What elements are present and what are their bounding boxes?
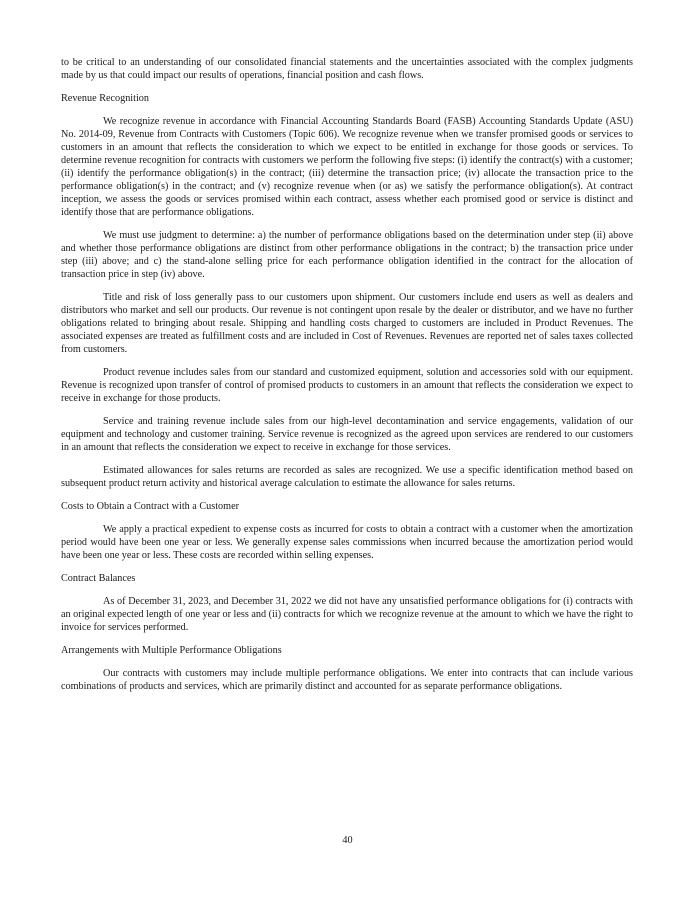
paragraph-practical-expedient: We apply a practical expedient to expense costs as incurred for costs to obtain a contract with a customer when the amortization period would have been one year or less. We generally expense sales commissions when incurred because the amortization period would have been one year or less. These costs are recorded within selling expenses. (61, 524, 633, 561)
section-heading-contract-balances: Contract Balances (61, 573, 136, 584)
section-heading-revenue-recognition: Revenue Recognition (61, 93, 149, 104)
paragraph-title-risk: Title and risk of loss generally pass to our customers upon shipment. Our customers include end users as well as dealers and distributors who market and sell our products. Our revenue is not contingent upon resale by the dealer or distributor, and we have no further obligations related to bringing about resale. Shipping and handling costs charged to customers are included in Product Revenues. The associated expenses are treated as fulfillment costs and are included in Cost of Revenues. Revenues are reported net of sales taxes collected from customers. (61, 292, 633, 355)
paragraph-revenue-standard: We recognize revenue in accordance with Financial Accounting Standards Board (FASB) Accounting Standards Update (ASU) No. 2014-09, Revenue from Contracts with Customers (Topic 606). We recognize revenue when we transfer promised goods or services to customers in an amount that reflects the consideration to which we expect to be entitled in exchange for those goods or services. To determine revenue recognition for contracts with customers we perform the following five steps: (i) identify the contract(s) with a customer; (ii) identify the performance obligation(s) in the contract; (iii) determine the transaction price; (iv) allocate the transaction price to the performance obligation(s) in the contract; and (v) recognize revenue when (or as) we satisfy the performance obligation(s). At contract inception, we assess the goods or services promised within each contract, assess whether each promised good or service is distinct and identify those that are performance obligations. (61, 116, 633, 218)
section-heading-multiple-obligations: Arrangements with Multiple Performance Obligations (61, 645, 282, 656)
paragraph-judgment: We must use judgment to determine: a) the number of performance obligations based on the determination under step (ii) above and whether those performance obligations are distinct from other performance obligations in the contract; b) the transaction price under step (iii) above; and c) the stand-alone selling price for each performance obligation identified in the contract for the allocation of transaction price in step (iv) above. (61, 230, 633, 280)
section-heading-contract-costs: Costs to Obtain a Contract with a Customer (61, 501, 239, 512)
document-body (61, 56, 633, 703)
paragraph-sales-returns: Estimated allowances for sales returns are recorded as sales are recognized. We use a specific identification method based on subsequent product return activity and historical average calculation to estimate the allowance for sales returns. (61, 465, 633, 489)
paragraph-unsatisfied-obligations: As of December 31, 2023, and December 31, 2022 we did not have any unsatisfied performance obligations for (i) contracts with an original expected length of one year or less and (ii) contracts for which we recognize revenue at the amount to which we have the right to invoice for services performed. (61, 596, 633, 633)
paragraph-service-revenue: Service and training revenue include sales from our high-level decontamination and service engagements, validation of our equipment and technology and customer training. Service revenue is recognized as the agreed upon services are rendered to our customers in an amount that reflects the consideration we expect to receive in exchange for those services. (61, 416, 633, 453)
paragraph-continuation: to be critical to an understanding of our consolidated financial statements and the uncertainties associated with the complex judgments made by us that could impact our results of operations, financial position and cash flows. (61, 57, 633, 81)
paragraph-multiple-obligations: Our contracts with customers may include multiple performance obligations. We enter into contracts that can include various combinations of products and services, which are primarily distinct and accounted for as separate performance obligations. (61, 668, 633, 692)
paragraph-product-revenue: Product revenue includes sales from our standard and customized equipment, solution and accessories sold with our equipment. Revenue is recognized upon transfer of control of promised products to customers in an amount that reflects the consideration we expect to receive in exchange for those products. (61, 367, 633, 404)
page-number: 40 (342, 835, 353, 846)
